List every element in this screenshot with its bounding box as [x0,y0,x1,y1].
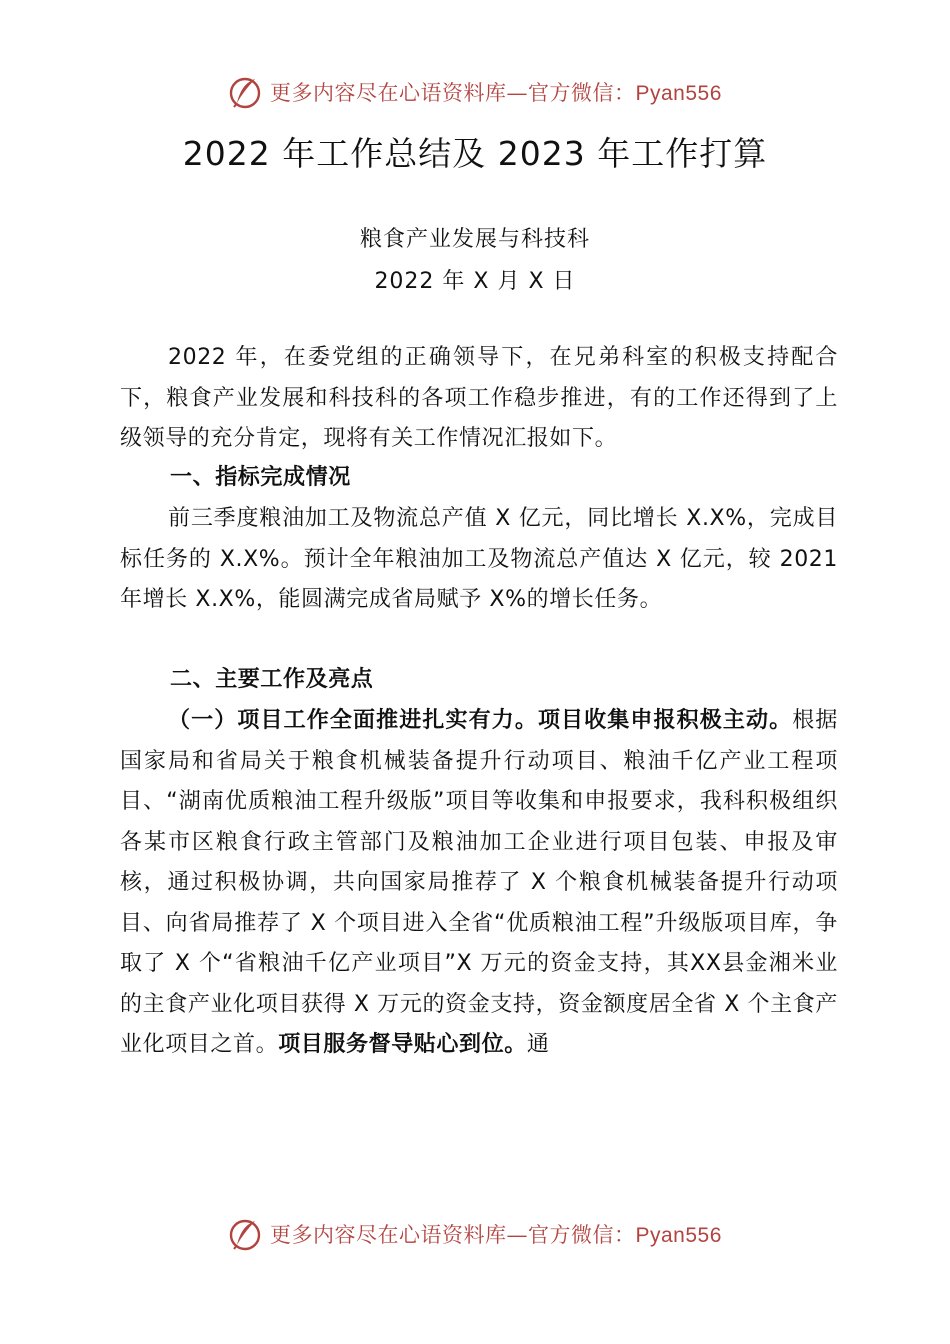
watermark-footer [228,1214,728,1254]
quill-logo-icon [228,1216,264,1252]
subsection-lead-2: 项目服务督导贴心到位。 [278,1032,527,1057]
quill-logo-icon [228,74,264,110]
subsection-lead: （一）项目工作全面推进扎实有力。项目收集申报积极主动。 [168,708,793,733]
intro-paragraph: 2022 年，在委党组的正确领导下，在兄弟科室的积极支持配合下，粮食产业发展和科技科的各项工作稳步推进，有的工作还得到了上级领导的充分肯定，现将有关工作情况汇报如下。 [120,345,838,451]
section-heading-2: 二、主要工作及亮点 [170,667,374,692]
section-2-paragraph [120,701,838,1066]
watermark-wechat-id: Pyan556 [635,82,722,105]
document-date: 2022 年 X 月 X 日 [374,269,576,294]
subsection-text: 根据国家局和省局关于粮食机械装备提升行动项目、粮油千亿产业工程项目、“湖南优质粮油工程升级版”项目等收集和申报要求，我科积极组织各某市区粮食行政主管部门及粮油加工企业进行项目包装、申报及审核，通过积极协调，共向国家局推荐了 X 个粮食机械装备提升行动项目、向省局推荐了 X 个项目进入全省“优质粮油工程”升级版项目库，争取了 X 个“省粮油千亿产业项目”X 万元的资金支持，其XX县金湘米业的主食产业化项目获得 X 万元的资金支持，资金额度居全省 X 个主食产业化项目之首。 [120,708,839,1057]
department-name: 粮食产业发展与科技科 [359,227,590,252]
watermark-text: 更多内容尽在心语资料库—官方微信：Pyan556 [270,1223,722,1247]
watermark-wechat-id: Pyan556 [635,1224,722,1247]
section-1-paragraph: 前三季度粮油加工及物流总产值 X 亿元，同比增长 X.X%，完成目标任务的 X.X%。预计全年粮油加工及物流总产值达 X 亿元，较 2021 年增长 X.X%，能圆满完成省局赋予 X%的增长任务。 [120,506,838,612]
section-heading-1: 一、指标完成情况 [170,465,351,490]
watermark-header [228,72,728,112]
subsection-tail: 通 [526,1032,550,1057]
watermark-text: 更多内容尽在心语资料库—官方微信：Pyan556 [270,81,722,105]
document-title: 2022 年工作总结及 2023 年工作打算 [182,134,768,173]
